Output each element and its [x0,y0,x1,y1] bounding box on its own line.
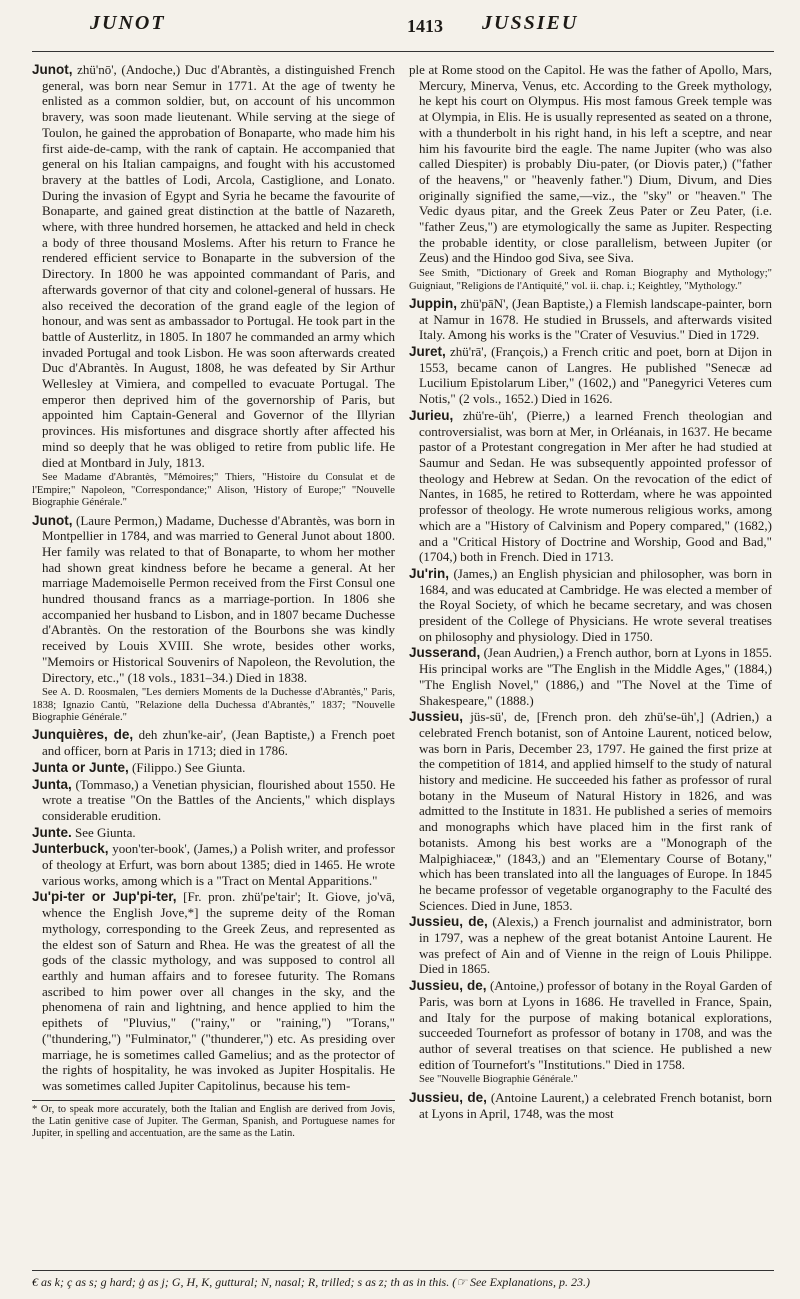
entry-text: zhü'nō', (Andoche,) Duc d'Abrantès, a distinguished French general, was born near Semur in 1771. At the age of twenty he enlisted as a common soldier, but, on account of his uncommon bravery, was soon made lieutenant. While serving at the siege of Toulon, he gained the approbation of Bonaparte, who made him his first aide-de-camp, with the rank of captain. He accompanied that general on his Italian campaigns, and fought with his accustomed bravery at the battles of Lodi, Arcola, Castiglione, and Lonato. During the invasion of Egypt and Syria he became the favourite of Bonaparte, and gained great distinction at the battle of Nazareth, where, with three hundred horsemen, he attacked and held in check a body of three thousand Moslems. After his return to France he rendered efficient service to Bonaparte in the subversion of the Directory. In 1800 he was appointed commandant of Paris, and afterwards governor of that city and colonel-general of hussars. He also received the decoration of the grand eagle of the legion of honour, and was sent as ambassador to Portugal. He took part in the battle of Austerlitz, in 1805. In 1807 he commanded an army which invaded Portugal and took Lisbon. He was soon afterwards created Duc d'Abrantès. In August, 1808, he was defeated by Sir Arthur Wellesley at Vimiera, and compelled to evacuate Portugal. The emperor then deprived him of the governorship of Paris, but appointed him Captain-General and Governor of the Illyrian provinces. His misfortunes and disgrace shortly after affected his mind so deeply that he was obliged to retire from public life. He died at Montbard in July, 1813. [42,62,395,470]
entry-text: (Alexis,) a French journalist and administrator, born in 1797, was a nephew of the great botanist Antoine Laurent. He was prefect of Ain and of Vienne in the reign of Louis Philippe. Died in 1865. [419,914,772,977]
dictionary-entry [409,914,772,977]
entry-text: zhü're-üh', (Pierre,) a learned French theologian and controversialist, was born at Mer, in Orléanais, in 1637. He became pastor of a Protestant congregation in Mer after he had studied at Saumur and Sedan. He was subsequently appointed professor of theology and Hebrew at Sedan. On the revocation of the edict of Nantes, in 1685, he retired to Rotterdam, where he was appointed professor of theology. He wrote numerous religious works, among which are a "History of Calvinism and Popery compared," (1682,) and a "Critical History of Doctrine and Worship, Good and Bad," (1704,) both in French. Died in 1713. [419,407,772,565]
entry-headword: Juppin, [409,295,457,311]
entry-text: (Tommaso,) a Venetian physician, flourished about 1550. He wrote a treatise "On the Battles of the Ancients," which displays considerable erudition. [42,776,395,823]
running-head [32,10,774,52]
right-column [409,62,772,1252]
dictionary-entry [32,62,395,470]
entry-headword: Ju'pi-ter or Jup'pi-ter, [32,889,177,905]
entry-headword: Junot, [32,62,73,77]
entry-headword: Junte. [32,824,72,840]
entry-headword: Ju'rin, [409,565,449,581]
entry-text: zhü'pāN', (Jean Baptiste,) a Flemish landscape-painter, born at Namur in 1678. He studied in Brussels, and afterwards visited Italy. Among his works is the "Crater of Vesuvius." Died in 1729. [419,295,772,343]
dictionary-entry [32,727,395,758]
entry-headword: Jussieu, de, [409,1089,487,1105]
dictionary-entry [409,709,772,913]
entry-headword: Junta or Junte, [32,759,129,775]
entry-headword: Jurieu, [409,407,454,423]
entry-headword: Junot, [32,512,73,528]
entry-headword: Jussieu, de, [409,914,488,930]
entry-headword: Junta, [32,776,72,792]
dictionary-entry [409,645,772,708]
left-column [32,62,395,1252]
entry-text: jüs-sü', de, [French pron. deh zhü'se-üh',] (Adrien,) a celebrated French botanist, son of Antoine Laurent, noticed below, was born in Paris, December 23, 1797. He gained the first prize at the competition of 1814, and applied himself to the study of natural history and medicine. He succeeded his father as professor of rural botany in the Museum of Natural History in 1826, and was admitted to the Institute in 1831. He published a series of memoirs and monographs which have placed him in the first rank of botanists. Among his best works are a "Monograph of the Malpighiaceæ," (1843,) and an "Elementary Course of Botany," which has been translated into all the languages of Europe. In 1845 he became professor of vegetable organography to the Faculté des Sciences. Died in June, 1853. [419,709,772,913]
entry-text: deh zhun'ke-air', (Jean Baptiste,) a French poet and officer, born at Paris in 1713; died in 1786. [42,727,395,759]
running-head-left: JUNOT [90,12,166,34]
dictionary-entry [409,344,772,407]
entry-text: (Filippo.) See Giunta. [132,759,246,775]
entry-headword: Juret, [409,344,446,360]
dictionary-entry [409,408,772,565]
dictionary-entry [32,760,395,776]
entry-text: (James,) an English physician and philosopher, was born in 1684, and was educated at Cambridge. He was elected a member of the Royal Society, of which he became secretary, and was chosen president of the College of Physicians. He wrote several treatises on philosophy and physiology. Died in 1750. [419,565,772,644]
dictionary-entry [409,978,772,1072]
dictionary-entry [32,825,395,841]
source-citation: See "Nouvelle Biographie Générale." [419,1074,578,1086]
pronunciation-key-footer: € as k; ç as s; g hard; ġ as j; G, H, K, guttural; N, nasal; R, trilled; s as z; th as in this. (☞ See Explanations, p. 23.) [32,1270,774,1290]
source-citation: See A. D. Roosmalen, "Les derniers Moments de la Duchesse d'Abrantès," Paris, 1838; Ignazio Cantù, "Relazione della Duchessa d'Abrantès," 1837; "Nouvelle Biographie Générale." [32,687,395,724]
source-citation: See Madame d'Abrantès, "Mémoires;" Thiers, "Histoire du Consulat et de l'Empire;" Napoleon, "Correspondance;" Alison, 'History of Europe;" "Nouvelle Biographie Générale." [32,472,395,509]
entry-text: yoon'ter-book', (James,) a Polish writer, and professor of theology at Erfurt, was born about 1385; died in 1465. He wrote various works, among which is a "Tract on Mental Apparitions." [42,841,395,888]
entry-text: See Giunta. [75,824,136,840]
entry-text: (Jean Audrien,) a French author, born at Lyons in 1855. His principal works are "The English in the Middle Ages," (1884,) "The English Novel," (1886,) and "The Novel at the Time of Shakespeare," (1888.) [419,645,772,708]
dictionary-entry [409,1090,772,1121]
entry-text: zhü'rā', (François,) a French critic and poet, born at Dijon in 1553, became canon of Langres. He published "Senecæ ad Lucilium Epistolarum Liber," (1602,) and "Panegyrici Veteres cum Notis," (2 vols., 1652.) Died in 1626. [419,344,772,407]
entry-text: [Fr. pron. zhü'pe'tair'; It. Giove, jo'vā, whence the English Jove,*] the supreme deity of the Roman mythology, corresponding to the Greek Zeus, and represented as the eldest son of Saturn and Rhea. He was the greatest of all the gods of the classic mythology, and was supposed to control all earthly and human affairs and to foresee futurity. The Romans ascribed to him power over all changes in the sky, and the phenomena of rain and lightning, and hence applied to him the epithets of "Pluvius," ("rainy," or "raining,") "Torans," ("thundering,") "Fulminator," ("thunderer,") etc. As presiding over marriage, he is sometimes called Gamelius; and as the protector of the rights of hospitality, he was invoked as Jupiter Hospitalis. He was sometimes called Jupiter Capitolinus, because his tem- [42,889,395,1093]
running-head-right: JUSSIEU [482,12,579,34]
two-column-body [32,62,774,1252]
entry-headword: Junquières, de, [32,727,134,743]
entry-text: ple at Rome stood on the Capitol. He was the father of Apollo, Mars, Mercury, Minerva, Venus, etc. According to the Greek mythology, he kept his court on Olympus. His most famous Greek temple was at Olympia, in Elis. He is usually represented as seated on a throne, with a thunderbolt in his right hand, in his left a sceptre, and near him his favourite bird the eagle. The name Jupiter (who was also called Diespiter) is probably Diu-pater, (or Diovis pater,) ("father of the heavens," or "heavenly father.") Dium, Divum, and Dies originally signified the same,—viz., the "sky" or "heaven." The Vedic dyaus pitar, and the Greek Zeus Pater or Zeu Pater, (i.e. "father Zeus,") are etymologically the same as Jupiter. Respecting the probable identity, or close parallelism, between Jupiter (or Zeus) and the Hindoo god Siva, see Siva. [409,62,772,266]
dictionary-entry [32,513,395,686]
entry-headword: Junterbuck, [32,841,109,857]
dictionary-entry [409,296,772,343]
page-number: 1413 [407,16,443,36]
dictionary-entry [409,62,772,266]
dictionary-entry [32,841,395,888]
entry-headword: Jussieu, [409,709,464,725]
dictionary-entry [32,889,395,1093]
entry-text: (Antoine Laurent,) a celebrated French botanist, born at Lyons in April, 1748, was the most [419,1089,772,1121]
entry-headword: Jusserand, [409,645,481,661]
entry-text: (Antoine,) professor of botany in the Royal Garden of Paris, was born at Lyons in 1686. He travelled in France, Spain, and Italy for the purpose of making botanical explorations, succeeded Tournefort as professor of botany in 1708, and was the author of several treatises on that science. He published a new edition of Tournefort's "Institutions." Died in 1758. [419,978,772,1072]
dictionary-entry [409,566,772,645]
source-citation: See Smith, "Dictionary of Greek and Roman Biography and Mythology;" Guigniaut, "Religions de l'Antiquité," vol. ii. chap. i.; Keightley, "Mythology." [409,268,772,292]
entry-text: (Laure Permon,) Madame, Duchesse d'Abrantès, was born in Montpellier in 1784, and was married to General Junot about 1800. Her family was related to that of Bonaparte, to whom her mother had shown great kindness before he became a general. At her marriage Mademoiselle Permon received from the First Consul one hundred thousand francs as a marriage-portion. In 1806 she accompanied her husband to Lisbon, and in 1807 became Duchesse d'Abrantès. On the restoration of the Bourbons she was kindly received by Louis XVIII. She wrote, besides other works, "Memoirs or Historical Souvenirs of Napoleon, the Revolution, the Directory, etc.," (18 vols., 1831–34.) Died in 1838. [42,512,395,685]
footnote: * Or, to speak more accurately, both the Italian and English are derived from Jovis, the Latin genitive case of Jupiter. The German, Spanish, and Portuguese names for Jupiter, in spelling and accentuation, are the same as the Latin. [32,1100,395,1140]
entry-headword: Jussieu, de, [409,978,487,994]
dictionary-entry [32,777,395,824]
